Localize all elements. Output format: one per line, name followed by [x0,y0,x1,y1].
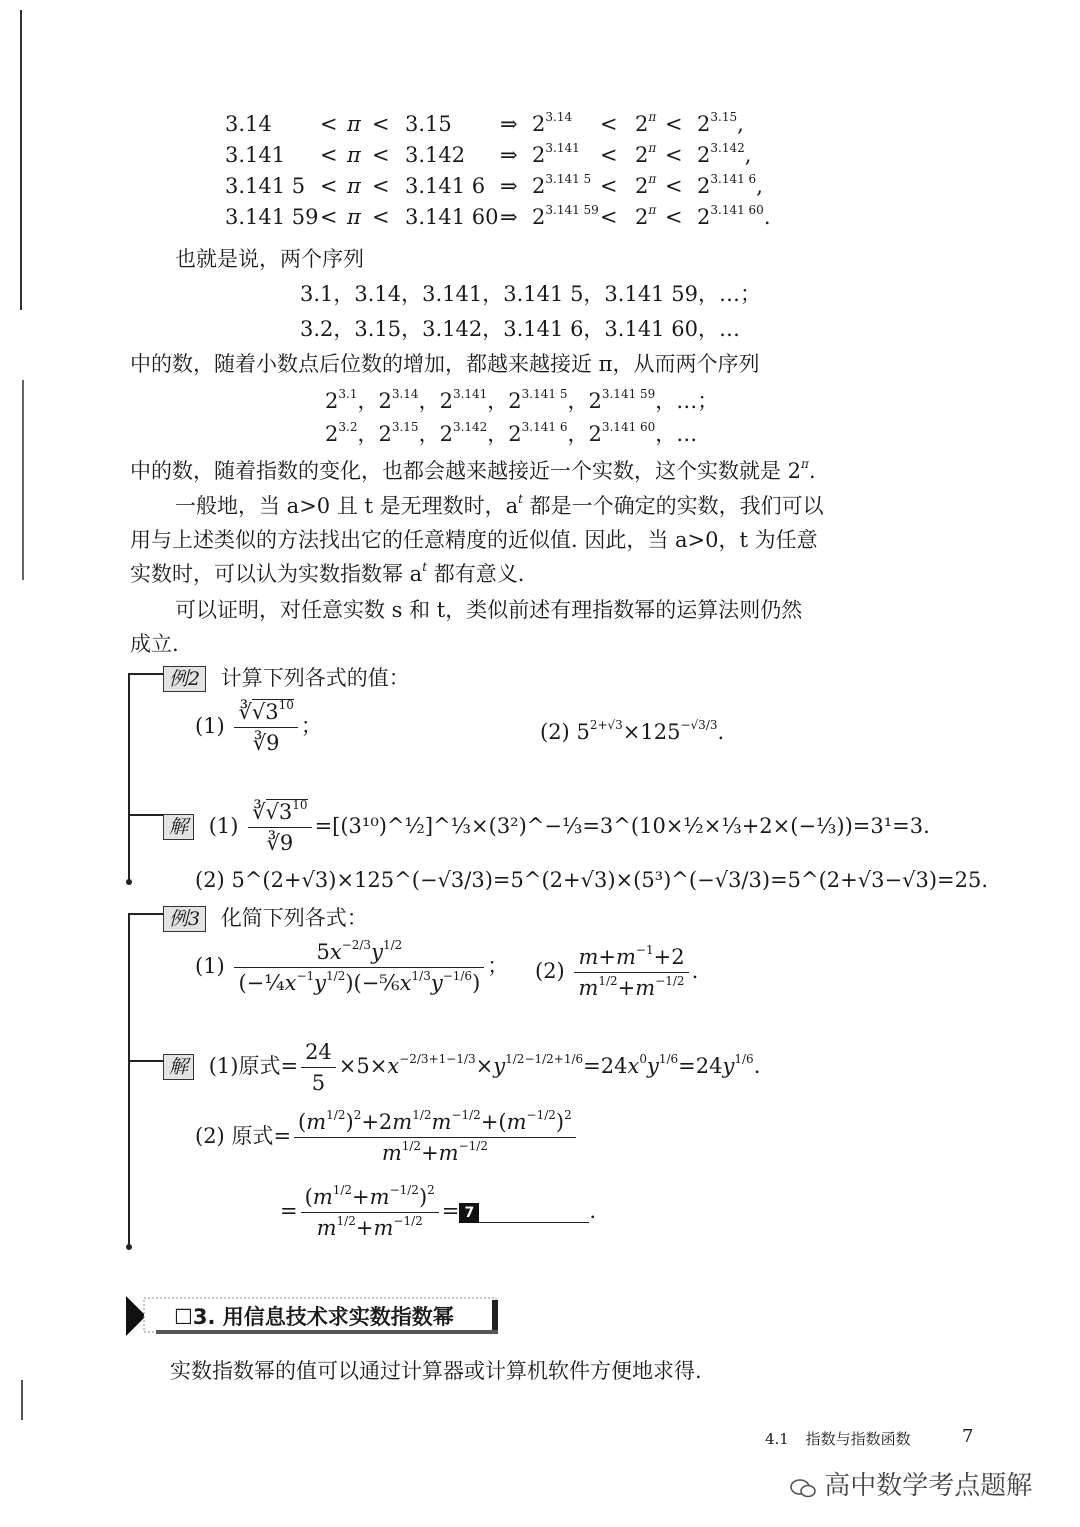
row-lower: 3.141 5 [225,174,306,198]
two-pi-power: $2^\pi$ [635,172,657,198]
final-paragraph: 实数指数幂的值可以通过计算器或计算机软件方便地求得. [170,1359,702,1383]
row-upper: 3.142 [405,143,466,167]
example2-header [163,662,410,692]
watermark [790,1465,1032,1502]
pi-symbol: π [347,112,361,136]
power-term: $2^{3.1}$ [325,387,358,413]
page-number: 7 [962,1426,974,1447]
two-pi-power: $2^\pi$ [635,203,657,229]
page-edge-line [22,380,24,580]
text-middle-1: 中的数，随着小数点后位数的增加，都越来越接近 π，从而两个序列 [130,352,760,376]
lt-symbol: < [600,174,618,198]
row-lower: 3.141 59 [225,205,319,229]
lt-symbol: < [372,205,390,229]
lt-symbol: < [372,112,390,136]
row-power-upper: $2^{3.15}$, [697,110,744,136]
power-term: $2^{3.141 60}$ [588,420,656,446]
implies-symbol: ⇒ [500,174,518,198]
lt-symbol: < [665,112,683,136]
pi-symbol: π [347,174,361,198]
pi-symbol: π [347,205,361,229]
row-upper: 3.141 6 [405,174,486,198]
lt-symbol: < [320,143,338,167]
sequence-upper: 3.2，3.15，3.142，3.141 6，3.141 60，… [300,317,740,341]
implies-symbol: ⇒ [500,143,518,167]
power-term: $2^{3.141}$ [439,387,488,413]
footer-section-number: 4.1 [765,1430,789,1448]
power-term: $2^{3.141 59}$ [588,387,656,413]
lt-symbol: < [665,205,683,229]
example2-question-2: (2) $5^{2+√3}\times 125^{-√3/3}$. [540,718,725,744]
answer-blank-line [479,1202,589,1223]
example2-prompt: 计算下列各式的值： [220,666,410,690]
row-power-lower: $2^{3.141}$ [532,141,580,167]
section-header [126,1296,502,1336]
example3-solution-tag: 解 [163,1054,194,1080]
paragraph-irrational: 一般地，当 a>0 且 t 是无理数时，$a^t$ 都是一个确定的实数，我们可以 [175,492,824,518]
row-power-lower: $2^{3.141 5}$ [532,172,592,198]
example3-end-dot [126,1244,132,1250]
example3-solution-tick [128,1060,163,1062]
lt-symbol: < [600,205,618,229]
pi-symbol: π [347,143,361,167]
row-upper: 3.141 60 [405,205,499,229]
example2-solution-tag: 解 [163,814,194,840]
chat-bubble-icon [790,1476,816,1498]
row-power-upper: $2^{3.141 6}$, [697,172,763,198]
example3-tag: 例3 [163,906,206,932]
row-power-lower: $2^{3.14}$ [532,110,573,136]
section-icon: ☐ [174,1305,193,1329]
paragraph-irrational-3: 实数时，可以认为实数指数幂 $a^t$ 都有意义. [130,560,525,586]
lt-symbol: < [320,112,338,136]
row-lower: 3.141 [225,143,286,167]
example3-rail [128,913,130,1248]
footer-section-title: 指数与指数函数 [805,1430,911,1448]
implies-symbol: ⇒ [500,112,518,136]
row-power-lower: $2^{3.141 59}$ [532,203,599,229]
example3-prompt: 化简下列各式： [220,906,368,930]
example3-solution-2: (2) 原式= $\frac{(m^{1/2})^2+2m^{1/2}m^{-1/2}+(m^{-1/2})^2}{m^{1/2}+m^{-1/2}}$ [195,1110,579,1165]
lt-symbol: < [600,143,618,167]
text-also: 也就是说，两个序列 [175,247,364,271]
lt-symbol: < [372,174,390,198]
example2-solution-1: 解 (1) $\frac{∛√3^{10}}{∛9}$ =[(3¹⁰)^½]^⅓×(3²)^−⅓=3^(10×½×⅓+2×(−⅓))=3¹=3. [163,800,930,855]
example2-solution-2: (2) 5^(2+√3)×125^(−√3/3)=5^(2+√3)×(5³)^(−√3/3)=5^(2+√3−√3)=25. [195,868,989,892]
lt-symbol: < [372,143,390,167]
lt-symbol: < [320,205,338,229]
row-power-upper: $2^{3.142}$, [697,141,752,167]
power-term: $2^{3.142}$ [439,420,488,446]
example3-question-2: (2) $\frac{m+m^{-1}+2}{m^{1/2}+m^{-1/2}}$ . [535,943,699,1000]
implies-symbol: ⇒ [500,205,518,229]
paragraph-irrational-2: 用与上述类似的方法找出它的任意精度的近似值. 因此，当 a>0，t 为任意 [130,528,818,552]
row-upper: 3.15 [405,112,452,136]
sequence-lower: 3.1，3.14，3.141，3.141 5，3.141 59，…； [300,282,761,306]
example2-tick [128,673,163,675]
example3-header [163,902,368,932]
example3-solution-1: 解 (1)原式= $\frac{24}{5}$ $\times 5\times x^{-2/3+1-1/3}\times y^{1/2-1/2+1/6}=24x^0y^{1/6}=24y^{1/6}$. [163,1040,760,1095]
section-title: 3. 用信息技术求实数指数幂 [192,1305,454,1329]
lt-symbol: < [600,112,618,136]
example2-question-1: (1) $\frac{∛√3^{10}}{∛9}$ ； [195,698,322,755]
power-sequence-lower: $2^{3.1}$，$2^{3.14}$，$2^{3.141}$，$2^{3.141 5}$，$2^{3.141 59}$，…； [325,387,719,413]
example2-end-dot [126,879,132,885]
two-pi-power: $2^\pi$ [635,110,657,136]
power-sequence-upper: $2^{3.2}$，$2^{3.15}$，$2^{3.142}$，$2^{3.141 6}$，$2^{3.141 60}$，… [325,420,698,446]
example3-question-1: (1) $\frac{5x^{-2/3}y^{1/2}}{(-\frac{1}{4}x^{-1}y^{1/2})(-\frac{5}{6}x^{1/3}y^{-1/6})}$ ； [195,938,509,995]
lt-symbol: < [320,174,338,198]
example2-solution-tick [128,814,163,816]
power-term: $2^{3.2}$ [325,420,358,446]
answer-placeholder-box: 7 [459,1203,479,1223]
two-pi-power: $2^\pi$ [635,141,657,167]
page-edge-line [21,1380,23,1420]
paragraph-prove-2: 成立. [130,632,179,656]
power-term: $2^{3.141 5}$ [508,387,568,413]
row-lower: 3.14 [225,112,272,136]
page-edge-line [20,10,22,310]
power-term: $2^{3.15}$ [378,420,419,446]
example2-rail [128,673,130,883]
footer-section [765,1428,911,1449]
paragraph-prove: 可以证明，对任意实数 s 和 t，类似前述有理指数幂的运算法则仍然 [175,598,803,622]
lt-symbol: < [665,174,683,198]
power-term: $2^{3.141 6}$ [508,420,568,446]
power-term: $2^{3.14}$ [378,387,419,413]
example3-solution-2-step: = $\frac{(m^{1/2}+m^{-1/2})^2}{m^{1/2}+m^{-1/2}}$ = 7 . [280,1183,597,1240]
lt-symbol: < [665,143,683,167]
watermark-text: 高中数学考点题解 [824,1471,1033,1501]
row-power-upper: $2^{3.141 60}$. [697,203,771,229]
example3-tick [128,913,163,915]
text-middle-2: 中的数，随着指数的变化，也都会越来越接近一个实数，这个实数就是 $2^\pi$. [130,457,816,483]
example2-tag: 例2 [163,666,206,692]
